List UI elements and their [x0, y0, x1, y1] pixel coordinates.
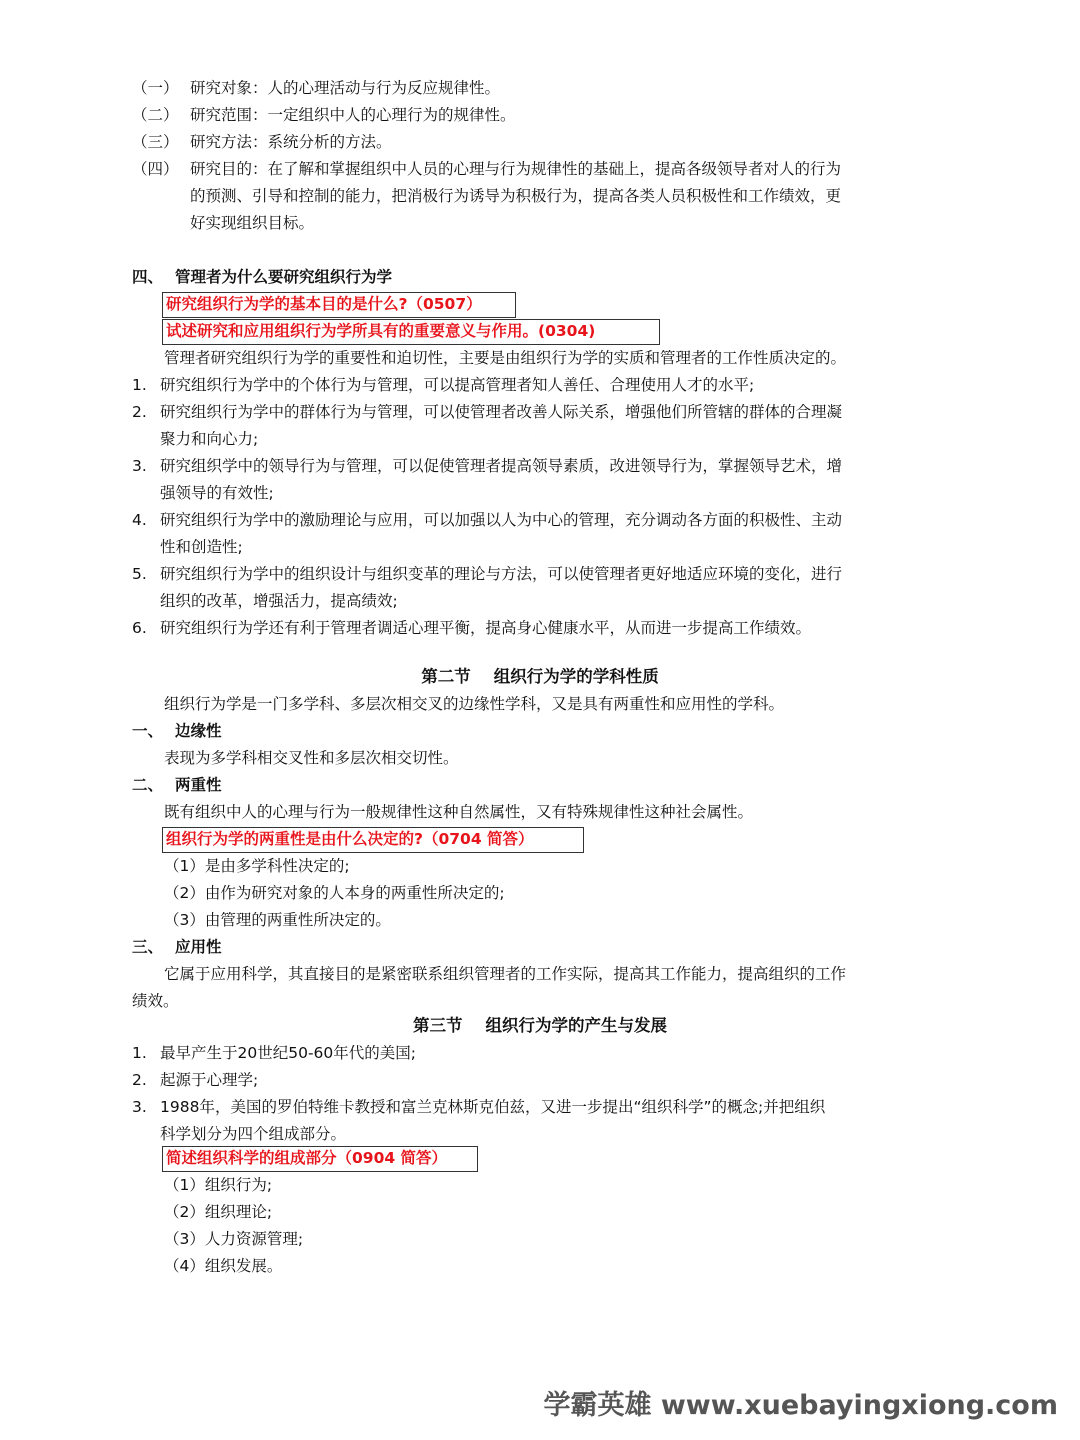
research-item-1-text: 研究对象：人的心理活动与行为反应规律性。	[190, 79, 501, 97]
research-item-4-line-2: 的预测、引导和控制的能力，把消极行为诱导为积极行为，提高各类人员积极性和工作绩效，更	[190, 187, 842, 205]
section-4-item-5-line-1: 研究组织行为学中的组织设计与组织变革的理论与方法，可以使管理者更好地适应环境的变化，进行	[160, 565, 843, 583]
section-4-item-2-num: 2.	[132, 403, 147, 421]
section-4-item-2-line-2: 聚力和向心力;	[160, 430, 259, 448]
ch2-s2-body: 既有组织中人的心理与行为一般规律性这种自然属性，又有特殊规律性这种社会属性。	[164, 803, 754, 821]
ch2-s1-body: 表现为多学科相交叉性和多层次相交切性。	[164, 749, 459, 767]
ch2-s3-num: 三、	[132, 938, 164, 956]
research-item-4-num: （四）	[132, 160, 179, 178]
research-item-3-num: （三）	[132, 133, 179, 151]
chapter-2-heading: 第二节 组织行为学的学科性质	[421, 667, 659, 686]
section-4-num: 四、	[132, 268, 164, 286]
section-4-title: 管理者为什么要研究组织行为学	[175, 268, 393, 286]
section-4-item-5-line-2: 组织的改革，增强活力，提高绩效;	[160, 592, 398, 610]
section-4-intro: 管理者研究组织行为学的重要性和迫切性，主要是由组织行为学的实质和管理者的工作性质决定的。	[164, 349, 847, 367]
section-4-item-3-line-1: 研究组织学中的领导行为与管理，可以促使管理者提高领导素质，改进领导行为，掌握领导艺术，增	[160, 457, 843, 475]
ch2-s2-item-2: （2）由作为研究对象的人本身的两重性所决定的;	[164, 884, 505, 902]
research-item-4-line-1: 研究目的：在了解和掌握组织中人员的心理与行为规律性的基础上，提高各级领导者对人的行为	[190, 160, 842, 178]
section-4-item-3-line-2: 强领导的有效性;	[160, 484, 274, 502]
question-1: 研究组织行为学的基本目的是什么?（0507）	[166, 295, 482, 313]
ch2-s3-line-1: 它属于应用科学，其直接目的是紧密联系组织管理者的工作实际，提高其工作能力，提高组织的工作	[164, 965, 847, 983]
research-item-2-num: （二）	[132, 106, 179, 124]
ch2-s2-num: 二、	[132, 776, 164, 794]
research-item-4-line-3: 好实现组织目标。	[190, 214, 315, 232]
ch3-item-3-num: 3.	[132, 1098, 147, 1116]
ch3-item-1-num: 1.	[132, 1044, 147, 1062]
watermark: 学霸英雄 www.xuebayingxiong.com	[543, 1390, 1058, 1421]
section-4-item-4-line-2: 性和创造性;	[160, 538, 243, 556]
question-2: 试述研究和应用组织行为学所具有的重要意义与作用。(0304)	[166, 322, 596, 340]
ch2-s1-title: 边缘性	[175, 722, 222, 740]
ch2-s2-title: 两重性	[175, 776, 222, 794]
section-4-item-6-line-1: 研究组织行为学还有利于管理者调适心理平衡，提高身心健康水平，从而进一步提高工作绩效。	[160, 619, 812, 637]
question-3: 组织行为学的两重性是由什么决定的?（0704 简答）	[166, 830, 534, 848]
ch3-item-1-line-1: 最早产生于20世纪50-60年代的美国;	[160, 1044, 416, 1062]
ch2-s1-num: 一、	[132, 722, 164, 740]
section-4-item-3-num: 3.	[132, 457, 147, 475]
section-4-item-1-line-1: 研究组织行为学中的个体行为与管理，可以提高管理者知人善任、合理使用人才的水平;	[160, 376, 755, 394]
ch2-s3-title: 应用性	[175, 938, 222, 956]
research-item-2-text: 研究范围：一定组织中人的心理行为的规律性。	[190, 106, 516, 124]
section-4-item-2-line-1: 研究组织行为学中的群体行为与管理，可以使管理者改善人际关系，增强他们所管辖的群体的合理凝	[160, 403, 843, 421]
section-4-item-4-num: 4.	[132, 511, 147, 529]
ch3-item-2-line-1: 起源于心理学;	[160, 1071, 259, 1089]
chapter-3-heading: 第三节 组织行为学的产生与发展	[413, 1016, 667, 1035]
section-4-item-5-num: 5.	[132, 565, 147, 583]
section-4-item-6-num: 6.	[132, 619, 147, 637]
ch3-part-4: （4）组织发展。	[164, 1257, 283, 1275]
ch3-part-2: （2）组织理论;	[164, 1203, 273, 1221]
research-item-3-text: 研究方法：系统分析的方法。	[190, 133, 392, 151]
question-4: 简述组织科学的组成部分（0904 简答）	[166, 1149, 448, 1167]
ch3-item-3-line-1: 1988年，美国的罗伯特维卡教授和富兰克林斯克伯兹，又进一步提出“组织科学”的概念;并把组织	[160, 1098, 826, 1116]
section-4-item-1-num: 1.	[132, 376, 147, 394]
ch3-part-1: （1）组织行为;	[164, 1176, 273, 1194]
chapter-2-intro: 组织行为学是一门多学科、多层次相交叉的边缘性学科，又是具有两重性和应用性的学科。	[164, 695, 785, 713]
ch2-s2-item-1: （1）是由多学科性决定的;	[164, 857, 350, 875]
ch3-item-2-num: 2.	[132, 1071, 147, 1089]
ch3-item-3-line-2: 科学划分为四个组成部分。	[160, 1125, 347, 1143]
ch2-s2-item-3: （3）由管理的两重性所决定的。	[164, 911, 391, 929]
ch2-s3-line-2: 绩效。	[132, 992, 179, 1010]
ch3-part-3: （3）人力资源管理;	[164, 1230, 304, 1248]
research-item-1-num: （一）	[132, 79, 179, 97]
section-4-item-4-line-1: 研究组织行为学中的激励理论与应用，可以加强以人为中心的管理，充分调动各方面的积极性、主动	[160, 511, 843, 529]
